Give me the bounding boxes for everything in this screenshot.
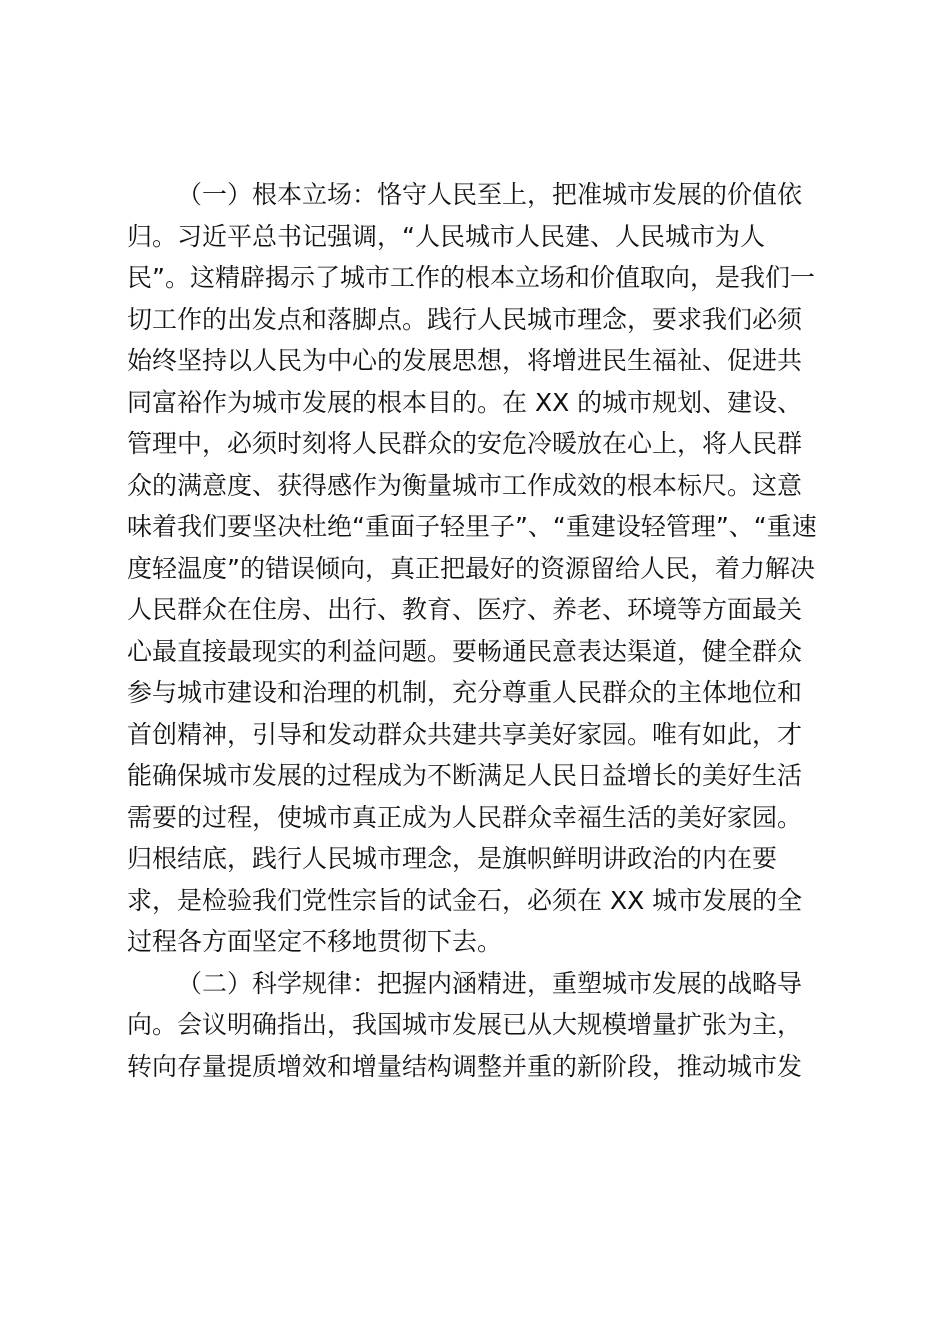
text-line: 向。会议明确指出，我国城市发展已从大规模增量扩张为主，	[127, 1010, 803, 1039]
text-line: 能确保城市发展的过程成为不断满足人民日益增长的美好生活	[127, 761, 803, 790]
text-line: 人民群众在住房、出行、教育、医疗、养老、环境等方面最关	[127, 595, 803, 624]
text-line: 归。习近平总书记强调，“人民城市人民建、人民城市为人	[127, 221, 765, 251]
text-line: 切工作的出发点和落脚点。践行人民城市理念，要求我们必须	[127, 304, 803, 334]
paragraph-fundamental-stance	[127, 174, 827, 963]
text-line: 转向存量提质增效和增量结构调整并重的新阶段，推动城市发	[127, 1051, 803, 1081]
text-line: 度轻温度”的错误倾向，真正把最好的资源留给人民，着力解决	[127, 553, 815, 583]
text-line: （一）根本立场：恪守人民至上，把准城市发展的价值依	[177, 180, 803, 209]
text-line: 民”。这精辟揭示了城市工作的根本立场和价值取向，是我们一	[127, 263, 815, 292]
text-line: （二）科学规律：把握内涵精进，重塑城市发展的战略导	[177, 968, 803, 998]
text-line: 参与城市建设和治理的机制，充分尊重人民群众的主体地位和	[127, 678, 803, 707]
text-line: 管理中，必须时刻将人民群众的安危冷暖放在心上，将人民群	[127, 429, 803, 458]
text-line: 归根结底，践行人民城市理念，是旗帜鲜明讲政治的内在要	[127, 844, 778, 873]
text-line: 求，是检验我们党性宗旨的试金石，必须在 XX 城市发展的全	[127, 885, 803, 915]
paragraph-scientific-law	[127, 963, 827, 1088]
text-line: 首创精神，引导和发动群众共建共享美好家园。唯有如此，才	[127, 719, 803, 749]
text-line: 始终坚持以人民为中心的发展思想，将增进民生福祉、促进共	[127, 346, 803, 375]
text-line: 众的满意度、获得感作为衡量城市工作成效的根本标尺。这意	[127, 470, 803, 500]
text-line: 过程各方面坚定不移地贯彻下去。	[127, 927, 503, 956]
text-line: 需要的过程，使城市真正成为人民群众幸福生活的美好家园。	[127, 802, 803, 832]
text-line: 味着我们要坚决杜绝“重面子轻里子”、“重建设轻管理”、“重速	[127, 512, 817, 541]
document-body	[127, 174, 827, 1087]
text-line: 同富裕作为城市发展的根本目的。在 XX 的城市规划、建设、	[127, 387, 803, 417]
text-line: 心最直接最现实的利益问题。要畅通民意表达渠道，健全群众	[127, 636, 803, 666]
